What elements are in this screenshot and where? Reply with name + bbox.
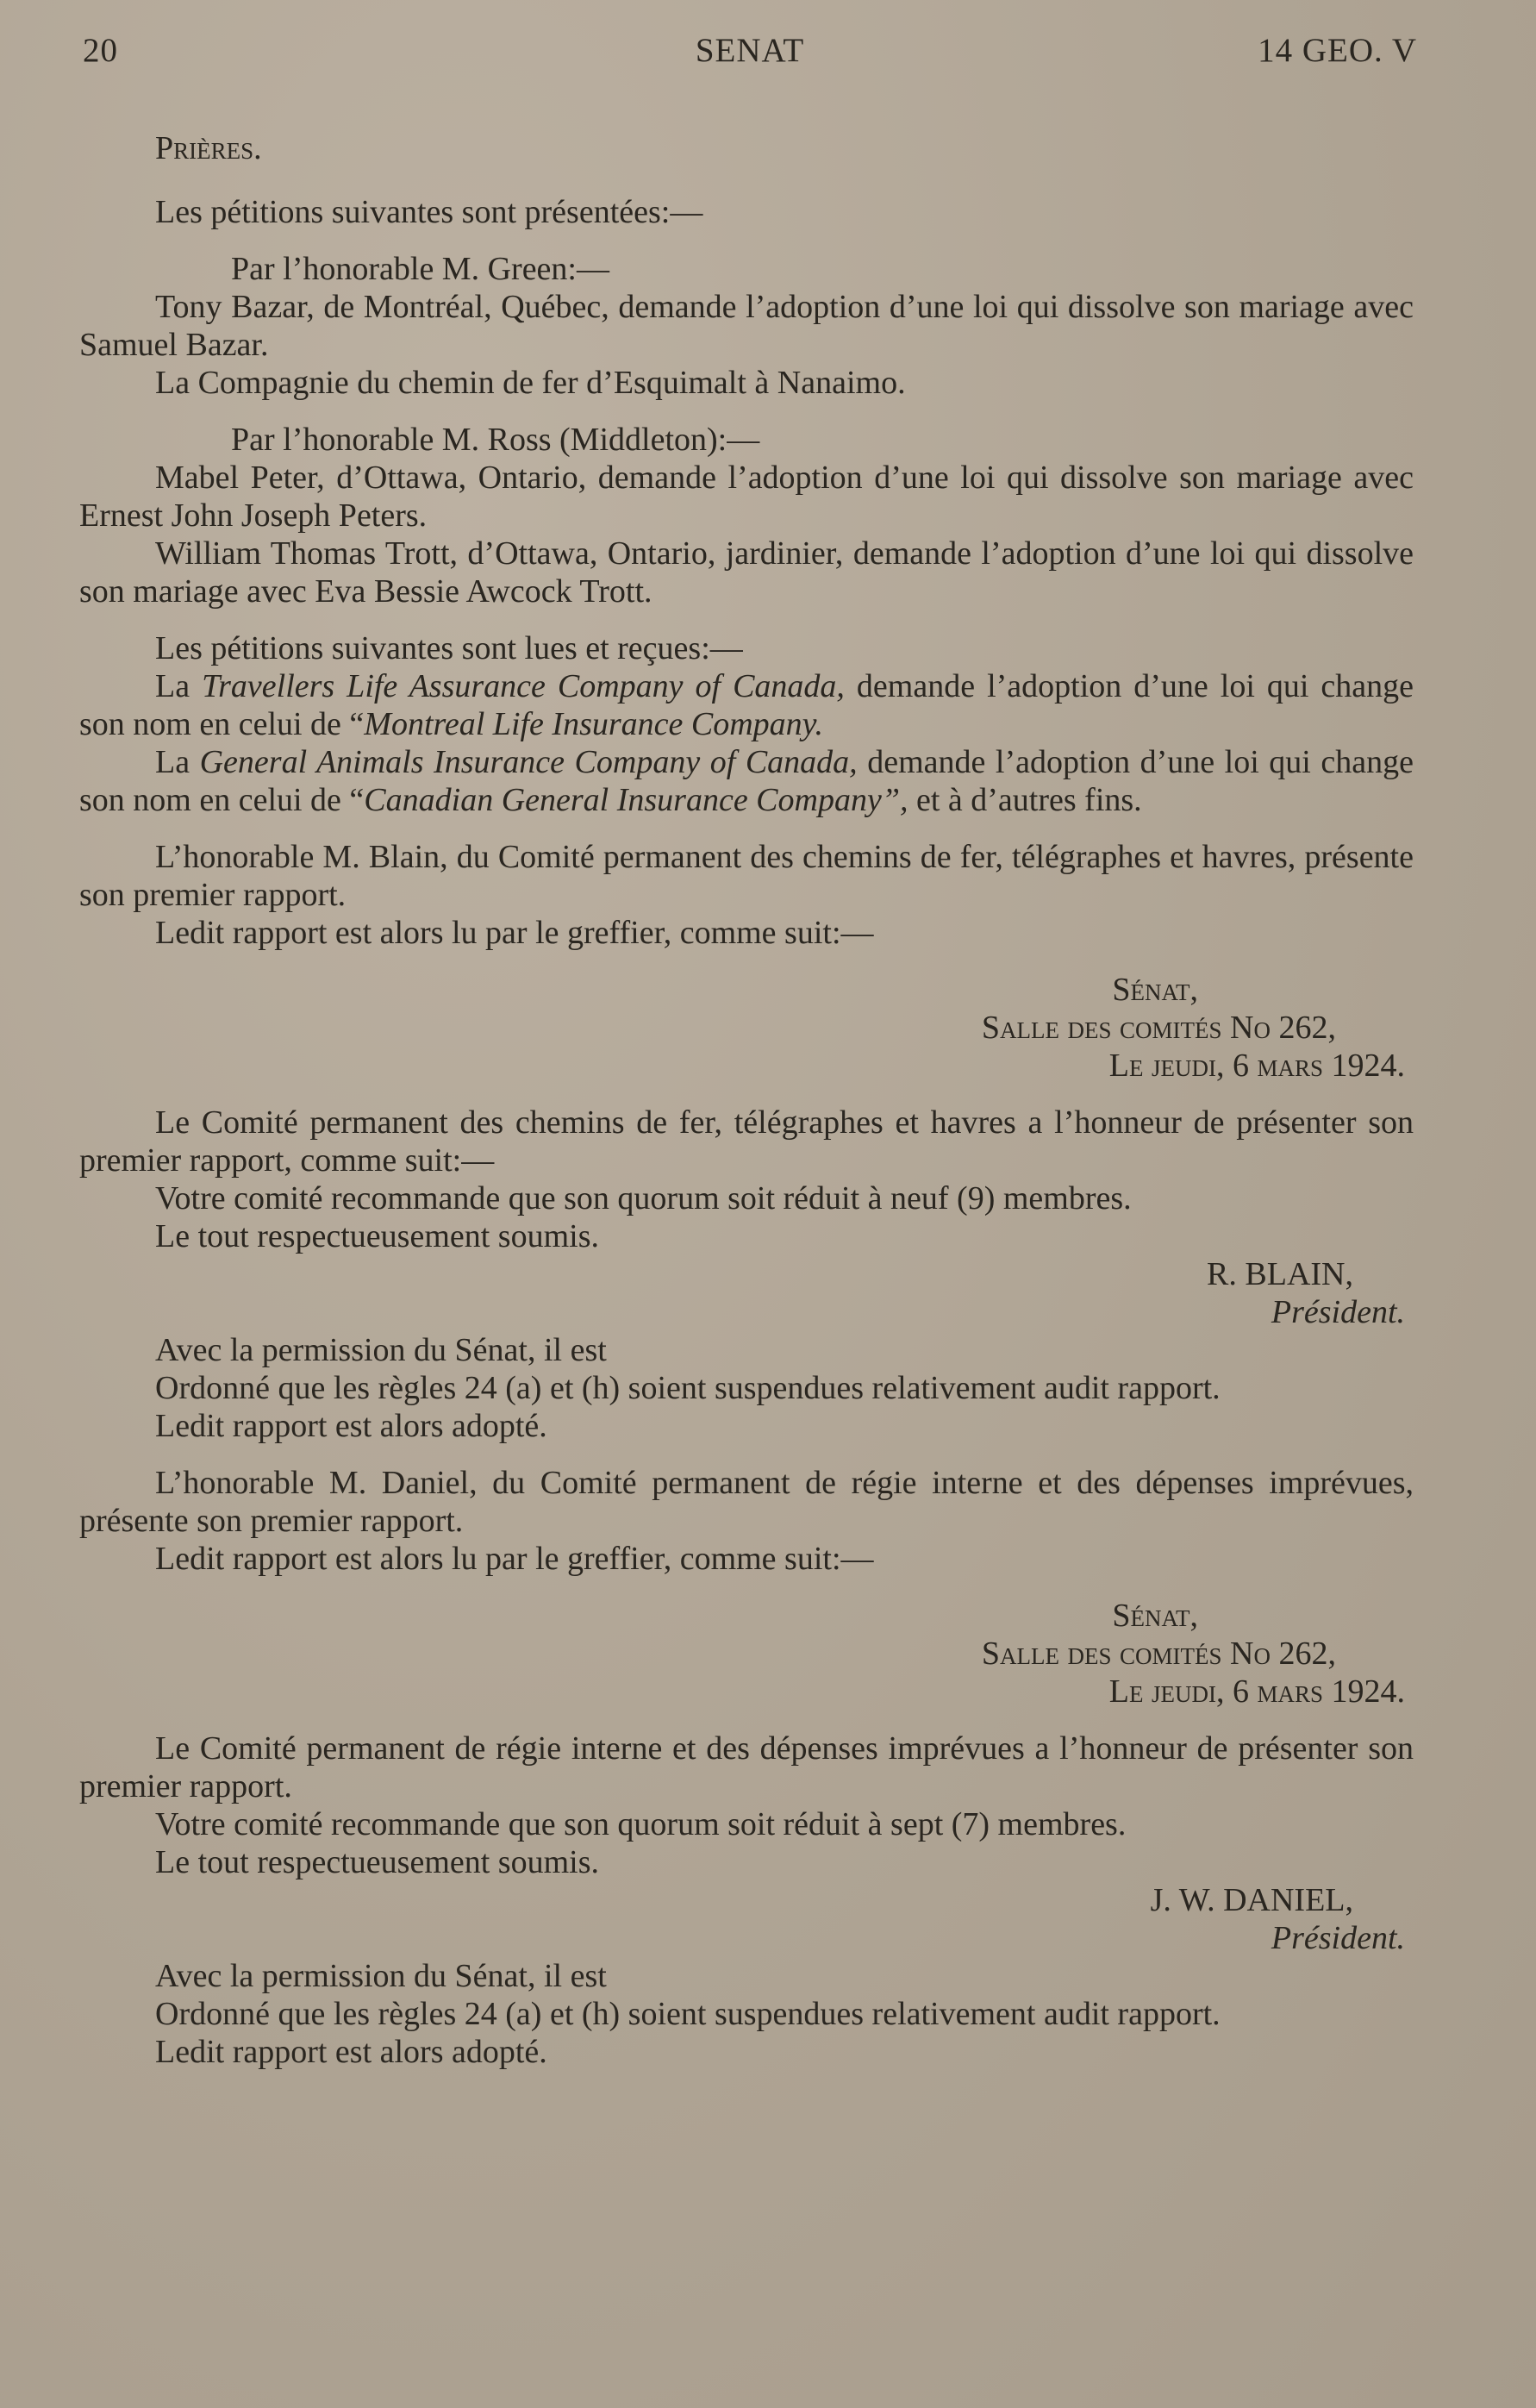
report2-tout: Le tout respectueusement soumis. (155, 1844, 599, 1880)
header-title: SENAT (695, 32, 805, 69)
petition-travellers: La Travellers Life Assurance Company of Canada, demande l’adoption d’une loi qui change son nom en celui de “Montreal Life Insurance Company. (79, 668, 1414, 742)
petitions-presented: Les pétitions suivantes sont présentées:— (155, 194, 703, 230)
report1-senat: Sénat, (1112, 972, 1198, 1008)
report2-votre: Votre comité recommande que son quorum soit réduit à sept (7) membres. (155, 1806, 1127, 1842)
report2-avec: Avec la permission du Sénat, il est (155, 1958, 607, 1994)
report1-signature: R. BLAIN, (1207, 1256, 1353, 1292)
prieres-heading: Prières. (155, 130, 262, 166)
petitions-read: Les pétitions suivantes sont lues et reçues:— (155, 630, 743, 666)
report2-ordonne: Ordonné que les règles 24 (a) et (h) soient suspendues relativement audit rapport. (155, 1996, 1221, 2032)
page-body (79, 129, 1414, 2071)
petition-general-animals: La General Animals Insurance Company of Canada, demande l’adoption d’une loi qui change son nom en celui de “Canadian General Insurance Company”, et à d’autres fins. (79, 744, 1414, 818)
report1-tout: Le tout respectueusement soumis. (155, 1218, 599, 1254)
petition-mabel-peter: Mabel Peter, d’Ottawa, Ontario, demande l’adoption d’une loi qui dissolve son mariage avec Ernest John Joseph Peters. (79, 460, 1414, 534)
header-session: 14 GEO. V (1258, 32, 1417, 69)
report1-ordonne: Ordonné que les règles 24 (a) et (h) soient suspendues relativement audit rapport. (155, 1370, 1221, 1406)
report2-salle: Salle des comités No 262, (981, 1636, 1336, 1672)
report1-votre: Votre comité recommande que son quorum soit réduit à neuf (9) membres. (155, 1180, 1132, 1217)
report2-comite: Le Comité permanent de régie interne et des dépenses imprévues a l’honneur de présenter son premier rapport. (79, 1730, 1414, 1804)
report2-senat: Sénat, (1112, 1598, 1198, 1634)
page-number: 20 (83, 32, 118, 69)
report2-adopte: Ledit rapport est alors adopté. (155, 2034, 547, 2070)
blain-report-read: Ledit rapport est alors lu par le greffier, comme suit:— (155, 915, 874, 951)
report2-date: Le jeudi, 6 mars 1924. (1108, 1673, 1405, 1710)
petition-william-trott: William Thomas Trott, d’Ottawa, Ontario, jardinier, demande l’adoption d’une loi qui dissolve son mariage avec Eva Bessie Awcock Trott. (79, 535, 1414, 610)
daniel-report-intro: L’honorable M. Daniel, du Comité permanent de régie interne et des dépenses imprévues, présente son premier rapport. (79, 1465, 1414, 1539)
report1-adopte: Ledit rapport est alors adopté. (155, 1408, 547, 1444)
daniel-report-read: Ledit rapport est alors lu par le greffier, comme suit:— (155, 1541, 874, 1577)
report1-salle: Salle des comités No 262, (981, 1010, 1336, 1046)
report2-role: Président. (1271, 1920, 1405, 1956)
report1-date: Le jeudi, 6 mars 1924. (1108, 1048, 1405, 1084)
petition-esquimalt: La Compagnie du chemin de fer d’Esquimalt à Nanaimo. (155, 365, 906, 401)
by-green: Par l’honorable M. Green:— (231, 251, 609, 287)
report1-comite: Le Comité permanent des chemins de fer, télégraphes et havres a l’honneur de présenter son premier rapport, comme suit:— (79, 1104, 1414, 1179)
blain-report-intro: L’honorable M. Blain, du Comité permanent des chemins de fer, télégraphes et havres, présente son premier rapport. (79, 839, 1414, 913)
by-ross: Par l’honorable M. Ross (Middleton):— (231, 422, 760, 458)
report1-avec: Avec la permission du Sénat, il est (155, 1332, 607, 1368)
page-header (83, 31, 1417, 74)
report1-role: Président. (1271, 1294, 1405, 1330)
report2-signature: J. W. DANIEL, (1150, 1882, 1353, 1918)
petition-tony-bazar: Tony Bazar, de Montréal, Québec, demande l’adoption d’une loi qui dissolve son mariage avec Samuel Bazar. (79, 289, 1414, 363)
